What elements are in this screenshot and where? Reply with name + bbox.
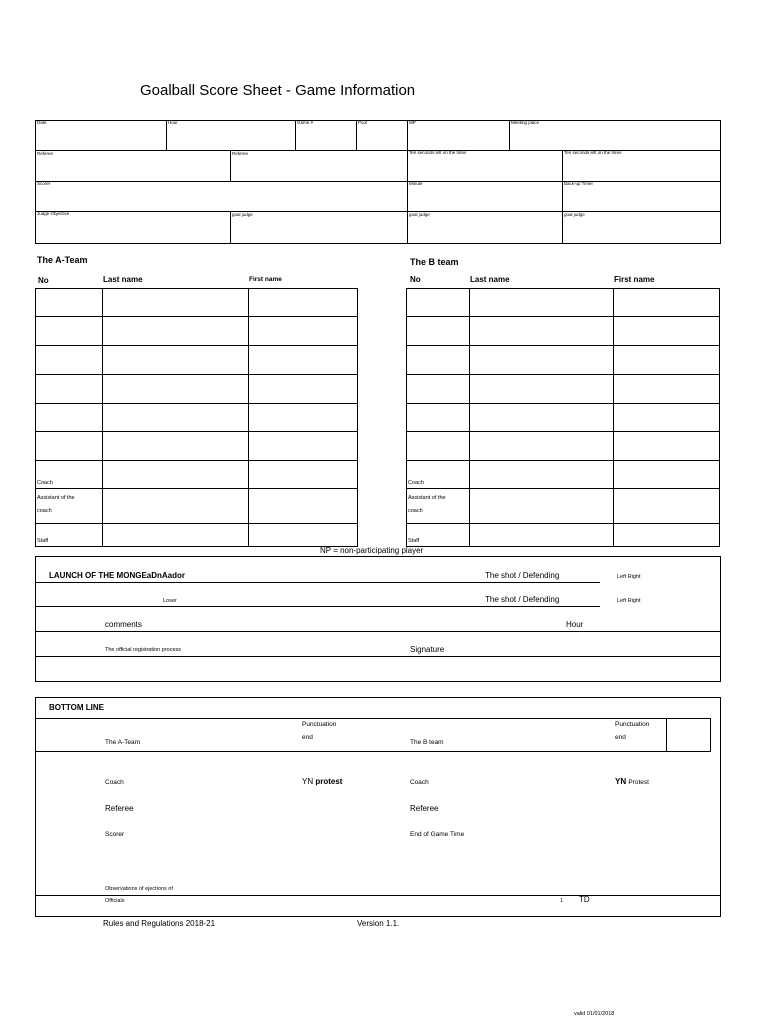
bottom-line-title: BOTTOM LINE <box>49 703 104 712</box>
pool-label: Pool <box>358 120 368 125</box>
coach-row <box>406 461 720 489</box>
table-row <box>406 317 720 346</box>
end-of-game-time-label: End of Game Time <box>410 831 465 838</box>
ten-seconds-label-2: Ten seconds left on the timer <box>564 150 622 155</box>
goal-judge-label-3: goal judge <box>564 212 585 217</box>
staff-row <box>406 524 720 547</box>
team-a-heading: The A-Team <box>37 255 88 265</box>
launch-title: LAUNCH OF THE MONGEaDnAador <box>49 571 185 580</box>
version-footer: Version 1.1. <box>357 919 400 928</box>
hour-label: Hour <box>168 120 178 125</box>
staff-row <box>35 524 358 547</box>
end-label-1: end <box>302 734 313 741</box>
yn-label-1: YN protest <box>302 777 343 786</box>
meeting-place-label: Meeting place <box>511 120 540 125</box>
rules-footer: Rules and Regulations 2018-21 <box>103 919 216 928</box>
team-b-col-last-name: Last name <box>470 275 510 284</box>
team-a-col-first-name: First name <box>249 276 282 283</box>
team-a-col-last-name: Last name <box>103 275 143 284</box>
yn-label-2: YN Protest <box>615 777 649 786</box>
page-number: 1 <box>560 898 564 904</box>
backup-timer-label: Back-up Timer <box>564 181 594 186</box>
table-row <box>35 404 358 432</box>
team-a-assistant-label-1: Assistant of the <box>37 495 75 501</box>
referee-label-bottom-2: Referee <box>410 804 439 813</box>
valid-date-footer: valid 01/01/2018 <box>574 1011 615 1017</box>
signature-label: Signature <box>410 645 445 654</box>
scorer-label-bottom: Scorer <box>105 831 125 838</box>
ten-seconds-label-1: Ten seconds left on the timer <box>409 150 467 155</box>
table-row <box>35 375 358 404</box>
table-row <box>406 404 720 432</box>
team-b-staff-label: Staff <box>408 538 420 544</box>
table-row <box>406 346 720 375</box>
goal-judge-label-2: goal judge <box>409 212 430 217</box>
coach-row <box>35 461 358 489</box>
table-row <box>35 288 358 317</box>
team-a-col-no: No <box>38 276 49 285</box>
loser-label: Loser <box>163 598 177 604</box>
table-row <box>406 288 720 317</box>
table-row <box>35 346 358 375</box>
team-a-staff-label: Staff <box>37 538 49 544</box>
team-b-label-bottom: The B team <box>410 739 444 746</box>
punctuation-label-1: Punctuation <box>302 721 337 728</box>
team-b-heading: The B team <box>410 257 459 267</box>
hour-label-launch: Hour <box>566 620 584 629</box>
team-a-assistant-label-2: coach <box>37 508 52 514</box>
referee-label-2: Referee <box>232 151 249 156</box>
shot-defending-label-2: The shot / Defending <box>485 595 560 604</box>
comments-label: comments <box>105 620 142 629</box>
assistant-row <box>35 489 358 524</box>
team-a-coach-label: Coach <box>37 480 53 486</box>
minute-label: Minute <box>409 181 423 186</box>
td-label: TD <box>579 895 590 904</box>
page-title: Goalball Score Sheet - Game Information <box>140 82 416 99</box>
table-row <box>35 432 358 461</box>
referee-label-bottom-1: Referee <box>105 804 134 813</box>
shot-defending-label-1: The shot / Defending <box>485 571 560 580</box>
goal-judge-label-1: goal judge <box>232 212 253 217</box>
np-note: NP = non-participating player <box>320 546 424 555</box>
observations-label: Observations of ejections of <box>105 886 173 892</box>
scorer-label: Scorer <box>37 181 51 186</box>
table-row <box>406 432 720 461</box>
officials-label: Officials <box>105 898 125 904</box>
team-b-coach-label: Coach <box>408 480 424 486</box>
mp-label: MP <box>409 120 416 125</box>
left-right-label-2: Left Right <box>617 598 641 604</box>
date-label: Date <box>37 120 47 125</box>
registration-label: The official registration process <box>105 647 182 653</box>
table-row <box>406 375 720 404</box>
team-b-assistant-label-1: Assistant of the <box>408 495 446 501</box>
team-b-col-no: No <box>410 275 421 284</box>
end-label-2: end <box>615 734 626 741</box>
coach-label-bottom-2: Coach <box>410 779 429 786</box>
team-b-assistant-label-2: coach <box>408 508 423 514</box>
coach-label-bottom-1: Coach <box>105 779 124 786</box>
left-right-label-1: Left Right <box>617 574 641 580</box>
team-a-label-bottom: The A-Team <box>105 739 141 746</box>
team-b-col-first-name: First name <box>614 275 655 284</box>
game-number-label: Game # <box>297 120 314 125</box>
assistant-row <box>406 489 720 524</box>
table-row <box>35 317 358 346</box>
punctuation-label-2: Punctuation <box>615 721 650 728</box>
judge-objective-label: Judge Objective <box>37 211 70 216</box>
referee-label-1: Referee <box>37 151 54 156</box>
